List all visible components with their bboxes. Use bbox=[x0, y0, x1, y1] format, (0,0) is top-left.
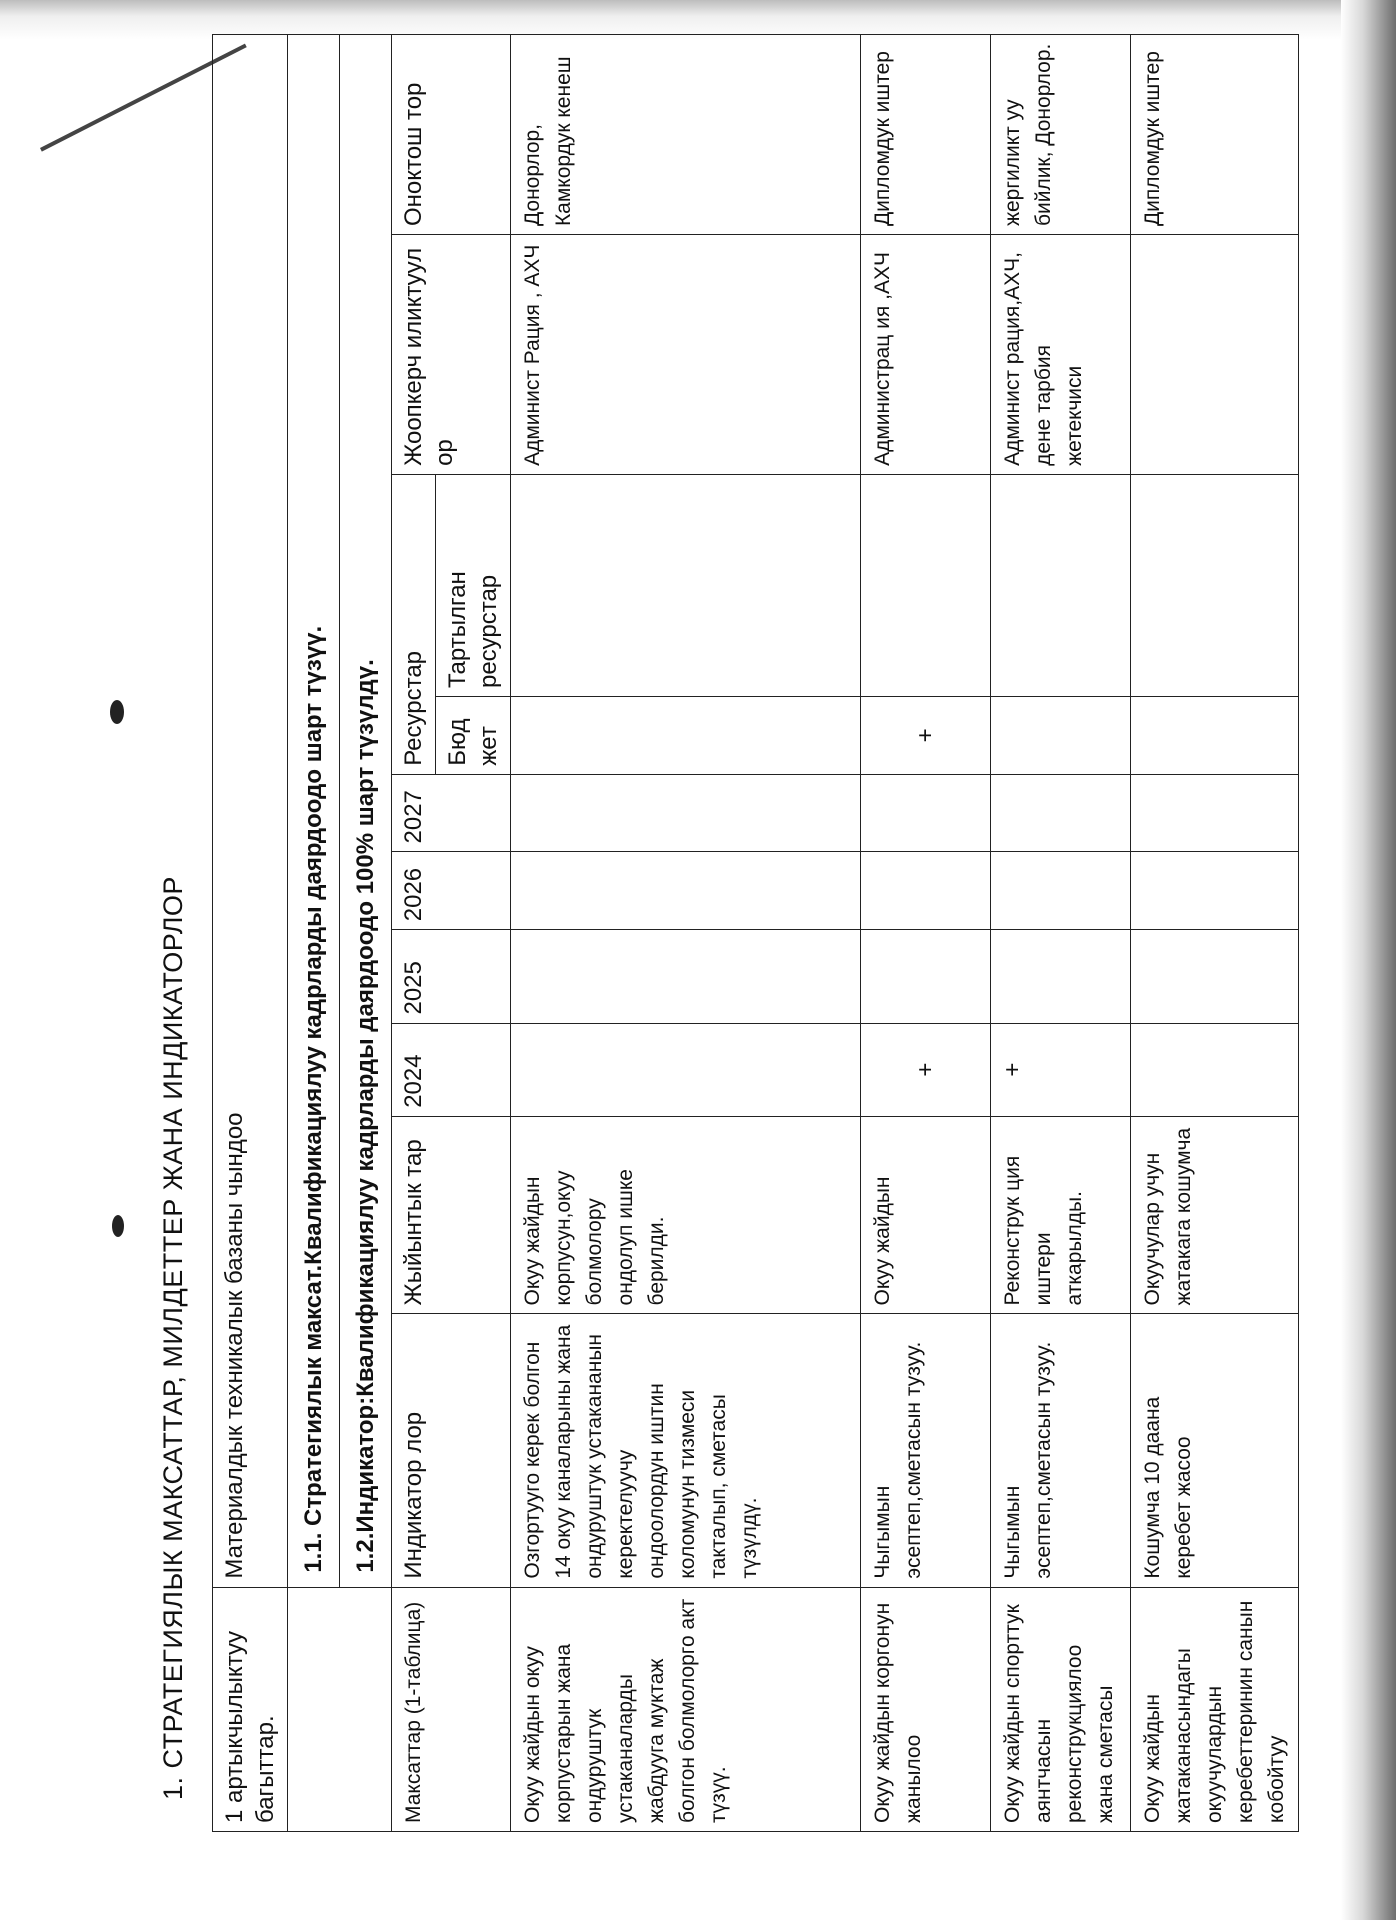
cell-budget: + bbox=[861, 697, 991, 775]
cell-goal: Окуу жайдын окуу корпустарын жана ондуруштук устаканаларды жабдууга муктаж болгон болмолорго акт түзүү. bbox=[511, 1587, 861, 1831]
cell-goal: Окуу жайдын коргонун жанылоо bbox=[861, 1587, 991, 1831]
blank-cell bbox=[288, 1587, 392, 1831]
cell-attracted bbox=[1131, 474, 1299, 696]
col-indicators: Индикатор лор bbox=[392, 1314, 511, 1587]
col-results: Жыйынтык тар bbox=[392, 1116, 511, 1314]
cell-goal: Окуу жайдын жатаканасындагы окуучулардын керебеттеринин санын кобойтуу bbox=[1131, 1587, 1299, 1831]
cell-2027 bbox=[1131, 774, 1299, 852]
cell-attracted bbox=[861, 474, 991, 696]
table-row bbox=[511, 35, 861, 1832]
strategic-goal: 1.1. Стратегиялык максат.Квалификациялуу кадрларды даярдоодо шарт түзүү. bbox=[288, 35, 340, 1588]
cell-indicator: Озгортууго керек болгон 14 окуу каналарыны жана ондуруштук устакананын керектелуучу ондоолордун иштин коломунун тизмеси такталып, сметасы түзүлдү. bbox=[511, 1314, 861, 1587]
cell-budget bbox=[1131, 697, 1299, 775]
cell-result: Окуу жайдын bbox=[861, 1116, 991, 1314]
cell-attracted bbox=[511, 474, 861, 696]
col-partners: Оноктош тор bbox=[392, 35, 511, 235]
cell-partners: Донорлор, Камкордук кенеш bbox=[511, 35, 861, 235]
cell-result: Реконструк ция иштери аткарылды. bbox=[991, 1116, 1131, 1314]
col-2026: 2026 bbox=[392, 852, 511, 930]
col-2027: 2027 bbox=[392, 774, 511, 852]
cell-goal: Окуу жайдын спорттук аянтчасын реконструкциялоо жана сметасы bbox=[991, 1587, 1131, 1831]
cell-2025 bbox=[861, 930, 991, 1023]
cell-2027 bbox=[861, 774, 991, 852]
cell-responsible: Админист Рация , АХЧ bbox=[511, 235, 861, 475]
cell-attracted bbox=[991, 474, 1131, 696]
cell-2024: + bbox=[991, 1023, 1131, 1116]
page-title: 1. СТРАТЕГИЯЛЫК МАКСАТТАР, МИЛДЕТТЕР ЖАНА ИНДИКАТОРЛОР bbox=[158, 876, 188, 1800]
cell-partners: Дипломдук иштер bbox=[861, 35, 991, 235]
cell-2026 bbox=[861, 852, 991, 930]
cell-2025 bbox=[511, 930, 861, 1023]
table-row bbox=[1131, 35, 1299, 1832]
direction-label: 1 артыкчылыктуу багыттар. bbox=[213, 1587, 288, 1831]
cell-indicator: Чыгымын эсептеп,сметасын тузуу. bbox=[861, 1314, 991, 1587]
cell-2027 bbox=[991, 774, 1131, 852]
cell-2026 bbox=[1131, 852, 1299, 930]
cell-2025 bbox=[1131, 930, 1299, 1023]
cell-indicator: Чыгымын эсептеп,сметасын тузуу. bbox=[991, 1314, 1131, 1587]
col-resources: Ресурстар bbox=[392, 474, 436, 774]
col-goals: Максаттар (1-таблица) bbox=[392, 1587, 511, 1831]
table-row bbox=[861, 35, 991, 1832]
col-2024: 2024 bbox=[392, 1023, 511, 1116]
cell-responsible bbox=[1131, 235, 1299, 475]
cell-2027 bbox=[511, 774, 861, 852]
cell-2026 bbox=[511, 852, 861, 930]
cell-result: Окуу жайдын корпусун,окуу болмолору ондолуп ишке берилди. bbox=[511, 1116, 861, 1314]
direction-value: Материалдык техникалык базаны чындоо bbox=[213, 35, 288, 1588]
cell-2024: + bbox=[861, 1023, 991, 1116]
indicator-line: 1.2.Индикатор:Квалификациялуу кадрларды даярдоодо 100% шарт түзүлдү. bbox=[340, 35, 392, 1588]
cell-2024 bbox=[511, 1023, 861, 1116]
cell-result: Окуучулар учун жатакага кошумча bbox=[1131, 1116, 1299, 1314]
cell-responsible: Админист рация,АХЧ, дене тарбия жетекчиси bbox=[991, 235, 1131, 475]
cell-indicator: Кошумча 10 даана керебет жасоо bbox=[1131, 1314, 1299, 1587]
cell-responsible: Администрац ия ,АХЧ bbox=[861, 235, 991, 475]
cell-partners: жергиликт уу бийлик, Донорлор. bbox=[991, 35, 1131, 235]
cell-partners: Дипломдук иштер bbox=[1131, 35, 1299, 235]
col-responsible: Жоопкерч иликтуул ор bbox=[392, 235, 511, 475]
goals-table bbox=[212, 34, 1299, 1832]
col-2025: 2025 bbox=[392, 930, 511, 1023]
table-row bbox=[991, 35, 1131, 1832]
cell-2025 bbox=[991, 930, 1131, 1023]
col-budget: Бюд жет bbox=[436, 697, 511, 775]
col-attracted: Тартылган ресурстар bbox=[436, 474, 511, 696]
cell-2024 bbox=[1131, 1023, 1299, 1116]
cell-budget bbox=[511, 697, 861, 775]
cell-budget bbox=[991, 697, 1131, 775]
cell-2026 bbox=[991, 852, 1131, 930]
